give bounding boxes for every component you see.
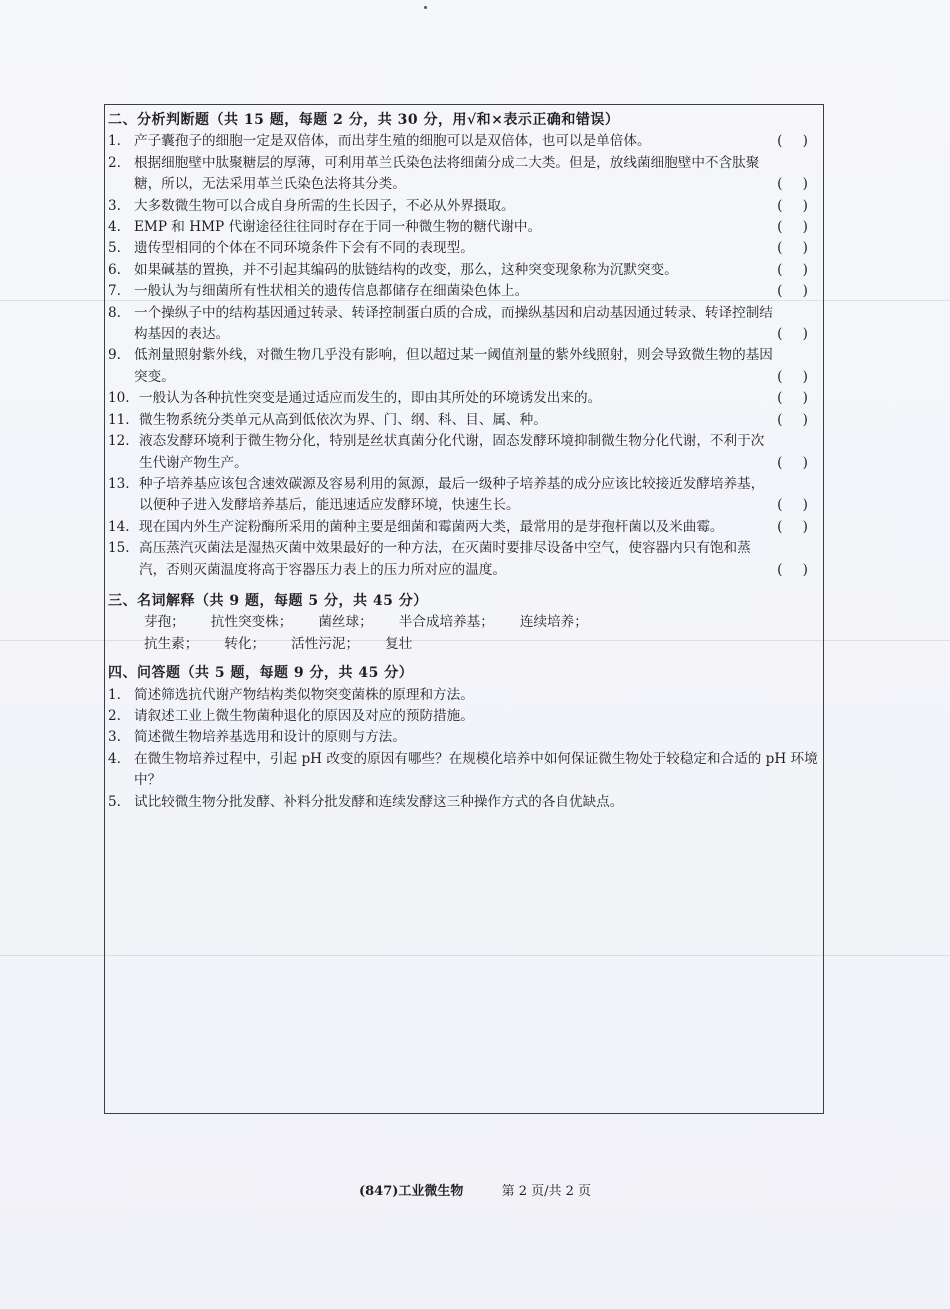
question-number: 9. bbox=[108, 347, 121, 364]
term-item: 菌丝球； bbox=[318, 614, 373, 631]
question-number: 10. bbox=[108, 390, 130, 407]
section-3-title: 三、名词解释（共 9 题，每题 5 分，共 45 分） bbox=[108, 592, 428, 609]
judgment-question bbox=[108, 153, 820, 196]
question-text: 遗传型相同的个体在不同环境条件下会有不同的表现型。 bbox=[134, 240, 474, 257]
question-number: 5. bbox=[108, 793, 121, 810]
term-item: 连续培养； bbox=[519, 614, 588, 631]
question-text: 一般认为与细菌所有性状相关的遗传信息都储存在细菌染色体上。 bbox=[134, 283, 529, 300]
question-text: 现在国内外生产淀粉酶所采用的菌种主要是细菌和霉菌两大类，最常用的是芽孢杆菌以及米曲霉。 bbox=[139, 518, 724, 535]
judgment-question bbox=[108, 303, 820, 346]
terms-list bbox=[108, 612, 820, 655]
exam-content bbox=[108, 110, 820, 813]
question-number: 5. bbox=[108, 240, 121, 257]
answer-parentheses: ( ) bbox=[777, 561, 816, 578]
question-text: 简述筛选抗代谢产物结构类似物突变菌株的原理和方法。 bbox=[134, 686, 474, 703]
section-4-list bbox=[108, 685, 820, 813]
answer-parentheses: ( ) bbox=[777, 219, 816, 236]
question-number: 7. bbox=[108, 283, 121, 300]
scan-speck bbox=[424, 6, 427, 9]
question-number: 4. bbox=[108, 750, 121, 767]
answer-parentheses: ( ) bbox=[777, 283, 816, 300]
answer-parentheses: ( ) bbox=[777, 411, 816, 428]
question-text: EMP 和 HMP 代谢途径往往同时存在于同一种微生物的糖代谢中。 bbox=[134, 219, 542, 236]
section-4-title: 四、问答题（共 5 题，每题 9 分，共 45 分） bbox=[108, 665, 414, 682]
question-number: 13. bbox=[108, 475, 130, 492]
question-text: 简述微生物培养基选用和设计的原则与方法。 bbox=[134, 729, 406, 746]
question-number: 14. bbox=[108, 518, 130, 535]
exam-code: (847)工业微生物 bbox=[358, 1184, 464, 1199]
essay-question bbox=[108, 685, 820, 706]
question-text: 在微生物培养过程中，引起 pH 改变的原因有哪些？在规模化培养中如何保证微生物处于较稳定和合适的 pH 环境中？ bbox=[134, 750, 818, 789]
question-text: 如果碱基的置换，并不引起其编码的肽链结构的改变，那么，这种突变现象称为沉默突变。 bbox=[134, 261, 678, 278]
question-text: 低剂量照射紫外线，对微生物几乎没有影响，但以超过某一阈值剂量的紫外线照射，则会导致微生物的基因突变。 bbox=[134, 347, 773, 385]
answer-parentheses: ( ) bbox=[777, 497, 816, 514]
term-item: 转化； bbox=[224, 635, 266, 652]
question-number: 3. bbox=[108, 197, 121, 214]
question-number: 4. bbox=[108, 219, 121, 236]
question-text: 一般认为各种抗性突变是通过适应而发生的，即由其所处的环境诱发出来的。 bbox=[139, 390, 602, 407]
answer-parentheses: ( ) bbox=[777, 240, 816, 257]
essay-question bbox=[108, 727, 820, 748]
judgment-question bbox=[108, 238, 820, 259]
question-number: 2. bbox=[108, 707, 121, 724]
answer-parentheses: ( ) bbox=[777, 368, 816, 385]
term-item: 抗性突变株； bbox=[210, 614, 293, 631]
judgment-question bbox=[108, 260, 820, 281]
judgment-question bbox=[108, 517, 820, 538]
judgment-question bbox=[108, 431, 820, 474]
judgment-question bbox=[108, 196, 820, 217]
term-item: 半合成培养基； bbox=[398, 614, 494, 631]
answer-parentheses: ( ) bbox=[777, 197, 816, 214]
terms-row bbox=[144, 634, 820, 655]
question-number: 8. bbox=[108, 304, 121, 321]
judgment-question bbox=[108, 131, 820, 152]
judgment-question bbox=[108, 410, 820, 431]
essay-question bbox=[108, 792, 820, 813]
answer-parentheses: ( ) bbox=[777, 326, 816, 343]
judgment-question bbox=[108, 538, 820, 581]
term-item: 活性污泥； bbox=[291, 635, 360, 652]
answer-parentheses: ( ) bbox=[777, 454, 816, 471]
answer-parentheses: ( ) bbox=[777, 518, 816, 535]
essay-question bbox=[108, 749, 820, 792]
question-number: 1. bbox=[108, 686, 121, 703]
judgment-question bbox=[108, 474, 820, 517]
question-text: 一个操纵子中的结构基因通过转录、转译控制蛋白质的合成，而操纵基因和启动基因通过转录、转译控制结构基因的表达。 bbox=[134, 304, 773, 343]
page-number: 第 2 页/共 2 页 bbox=[501, 1184, 592, 1199]
question-text: 高压蒸汽灭菌法是湿热灭菌中效果最好的一种方法，在灭菌时要排尽设备中空气，使容器内只有饱和蒸汽，否则灭菌温度将高于容器压力表上的压力所对应的温度。 bbox=[139, 540, 751, 578]
answer-parentheses: ( ) bbox=[777, 261, 816, 278]
answer-parentheses: ( ) bbox=[777, 390, 816, 407]
judgment-question bbox=[108, 345, 820, 388]
section-2-list bbox=[108, 131, 820, 581]
question-number: 1. bbox=[108, 133, 121, 150]
page-footer bbox=[0, 1180, 950, 1199]
question-text: 试比较微生物分批发酵、补料分批发酵和连续发酵这三种操作方式的各自优缺点。 bbox=[134, 793, 624, 810]
term-item: 抗生素； bbox=[144, 635, 199, 652]
question-text: 微生物系统分类单元从高到低依次为界、门、纲、科、目、属、种。 bbox=[139, 411, 547, 428]
question-text: 请叙述工业上微生物菌种退化的原因及对应的预防措施。 bbox=[134, 707, 474, 724]
section-2-title: 二、分析判断题（共 15 题，每题 2 分，共 30 分，用√和×表示正确和错误） bbox=[108, 112, 620, 128]
term-item: 芽孢； bbox=[144, 614, 185, 631]
answer-parentheses: ( ) bbox=[777, 176, 816, 193]
question-number: 3. bbox=[108, 729, 121, 746]
answer-parentheses: ( ) bbox=[777, 133, 816, 150]
question-number: 6. bbox=[108, 261, 121, 278]
question-text: 种子培养基应该包含速效碳源及容易利用的氮源，最后一级种子培养基的成分应该比较接近发酵培养基，以便种子进入发酵培养基后，能迅速适应发酵环境，快速生长。 bbox=[139, 475, 765, 514]
term-item: 复壮 bbox=[385, 635, 413, 652]
judgment-question bbox=[108, 281, 820, 302]
question-number: 12. bbox=[108, 433, 130, 450]
question-number: 11. bbox=[108, 411, 130, 428]
question-text: 液态发酵环境利于微生物分化，特别是丝状真菌分化代谢，固态发酵环境抑制微生物分化代谢，不利于次生代谢产物生产。 bbox=[139, 433, 765, 471]
essay-question bbox=[108, 706, 820, 727]
judgment-question bbox=[108, 388, 820, 409]
question-text: 产子囊孢子的细胞一定是双倍体，而出芽生殖的细胞可以是双倍体，也可以是单倍体。 bbox=[134, 133, 651, 150]
question-text: 根据细胞壁中肽聚糖层的厚薄，可利用革兰氏染色法将细菌分成二大类。但是，放线菌细胞壁中不含肽聚糖，所以，无法采用革兰氏染色法将其分类。 bbox=[134, 154, 760, 193]
question-number: 2. bbox=[108, 154, 121, 171]
judgment-question bbox=[108, 217, 820, 238]
question-number: 15. bbox=[108, 540, 130, 557]
question-text: 大多数微生物可以合成自身所需的生长因子，不必从外界摄取。 bbox=[134, 197, 515, 214]
terms-row bbox=[144, 612, 820, 633]
